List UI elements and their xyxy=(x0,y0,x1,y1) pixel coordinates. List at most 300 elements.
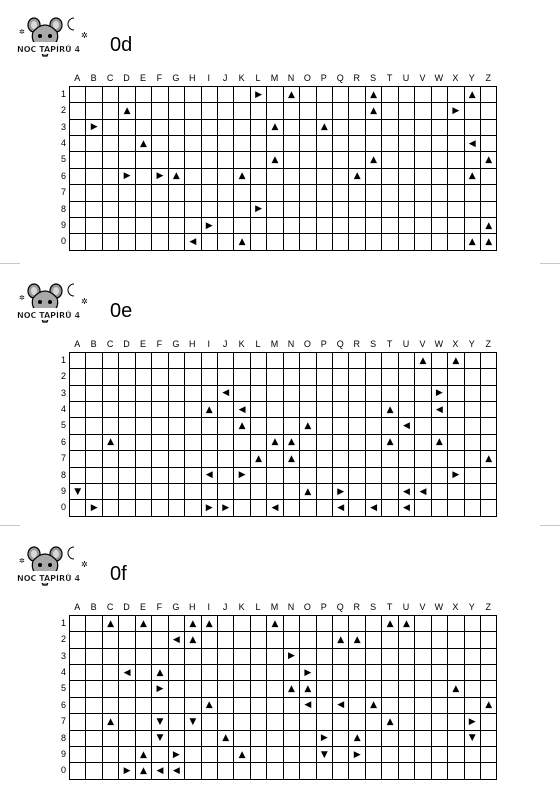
grid-cell[interactable] xyxy=(415,418,431,434)
grid-cell[interactable] xyxy=(398,434,414,450)
grid-cell[interactable] xyxy=(267,185,283,201)
grid-cell[interactable] xyxy=(349,353,365,369)
grid-cell[interactable] xyxy=(201,483,217,499)
grid-cell[interactable] xyxy=(250,500,266,516)
grid-cell[interactable] xyxy=(102,402,118,418)
grid-cell[interactable] xyxy=(86,697,102,713)
grid-cell[interactable] xyxy=(152,418,168,434)
grid-cell[interactable] xyxy=(333,234,349,250)
grid-cell[interactable] xyxy=(135,665,151,681)
grid-cell[interactable] xyxy=(365,500,381,516)
grid-cell[interactable] xyxy=(135,87,151,103)
grid-cell[interactable] xyxy=(316,369,332,385)
grid-cell[interactable] xyxy=(300,103,316,119)
grid-cell[interactable] xyxy=(398,632,414,648)
grid-cell[interactable] xyxy=(70,746,86,762)
grid-cell[interactable] xyxy=(349,402,365,418)
grid-cell[interactable] xyxy=(234,402,250,418)
grid-cell[interactable] xyxy=(102,746,118,762)
grid-cell[interactable] xyxy=(415,353,431,369)
grid-cell[interactable] xyxy=(464,648,480,664)
grid-cell[interactable] xyxy=(135,234,151,250)
grid-cell[interactable] xyxy=(250,201,266,217)
grid-cell[interactable] xyxy=(152,234,168,250)
grid-cell[interactable] xyxy=(333,119,349,135)
grid-cell[interactable] xyxy=(448,201,464,217)
grid-cell[interactable] xyxy=(119,730,135,746)
grid-cell[interactable] xyxy=(70,234,86,250)
grid-cell[interactable] xyxy=(234,632,250,648)
grid-cell[interactable] xyxy=(283,434,299,450)
grid-cell[interactable] xyxy=(448,483,464,499)
grid-cell[interactable] xyxy=(168,730,184,746)
grid-cell[interactable] xyxy=(168,87,184,103)
grid-cell[interactable] xyxy=(250,451,266,467)
grid-cell[interactable] xyxy=(398,451,414,467)
grid-cell[interactable] xyxy=(431,681,447,697)
grid-cell[interactable] xyxy=(267,217,283,233)
grid-cell[interactable] xyxy=(464,103,480,119)
grid-cell[interactable] xyxy=(316,616,332,632)
grid-cell[interactable] xyxy=(250,385,266,401)
grid-cell[interactable] xyxy=(300,234,316,250)
grid-cell[interactable] xyxy=(119,217,135,233)
grid-cell[interactable] xyxy=(464,168,480,184)
grid-cell[interactable] xyxy=(152,103,168,119)
grid-cell[interactable] xyxy=(135,483,151,499)
grid-cell[interactable] xyxy=(431,152,447,168)
grid-cell[interactable] xyxy=(398,730,414,746)
grid-cell[interactable] xyxy=(365,434,381,450)
grid-cell[interactable] xyxy=(70,385,86,401)
grid-cell[interactable] xyxy=(316,697,332,713)
grid-cell[interactable] xyxy=(415,434,431,450)
grid-cell[interactable] xyxy=(464,152,480,168)
grid-cell[interactable] xyxy=(267,730,283,746)
grid-cell[interactable] xyxy=(431,500,447,516)
grid-cell[interactable] xyxy=(217,136,233,152)
grid-cell[interactable] xyxy=(86,217,102,233)
grid-cell[interactable] xyxy=(102,136,118,152)
grid-cell[interactable] xyxy=(217,87,233,103)
grid-cell[interactable] xyxy=(234,434,250,450)
grid-cell[interactable] xyxy=(300,369,316,385)
grid-cell[interactable] xyxy=(217,119,233,135)
grid-cell[interactable] xyxy=(398,483,414,499)
grid-cell[interactable] xyxy=(135,500,151,516)
grid-cell[interactable] xyxy=(349,217,365,233)
grid-cell[interactable] xyxy=(349,136,365,152)
grid-cell[interactable] xyxy=(217,730,233,746)
grid-cell[interactable] xyxy=(398,217,414,233)
grid-cell[interactable] xyxy=(349,616,365,632)
grid-cell[interactable] xyxy=(217,467,233,483)
grid-cell[interactable] xyxy=(464,632,480,648)
grid-cell[interactable] xyxy=(70,119,86,135)
grid-cell[interactable] xyxy=(217,402,233,418)
grid-cell[interactable] xyxy=(382,136,398,152)
grid-cell[interactable] xyxy=(415,402,431,418)
grid-cell[interactable] xyxy=(349,483,365,499)
grid-cell[interactable] xyxy=(185,467,201,483)
grid-cell[interactable] xyxy=(448,648,464,664)
grid-cell[interactable] xyxy=(382,185,398,201)
grid-cell[interactable] xyxy=(283,369,299,385)
grid-cell[interactable] xyxy=(250,632,266,648)
grid-cell[interactable] xyxy=(201,185,217,201)
grid-cell[interactable] xyxy=(234,730,250,746)
grid-cell[interactable] xyxy=(431,353,447,369)
grid-cell[interactable] xyxy=(102,119,118,135)
grid-cell[interactable] xyxy=(152,730,168,746)
grid-cell[interactable] xyxy=(349,87,365,103)
grid-cell[interactable] xyxy=(234,168,250,184)
grid-cell[interactable] xyxy=(300,385,316,401)
grid-cell[interactable] xyxy=(480,152,496,168)
grid-cell[interactable] xyxy=(217,632,233,648)
grid-cell[interactable] xyxy=(300,632,316,648)
grid-cell[interactable] xyxy=(250,730,266,746)
grid-cell[interactable] xyxy=(333,763,349,779)
grid-cell[interactable] xyxy=(365,385,381,401)
grid-cell[interactable] xyxy=(415,185,431,201)
grid-cell[interactable] xyxy=(217,217,233,233)
grid-cell[interactable] xyxy=(431,665,447,681)
grid-cell[interactable] xyxy=(382,385,398,401)
grid-cell[interactable] xyxy=(283,201,299,217)
grid-cell[interactable] xyxy=(185,152,201,168)
grid-cell[interactable] xyxy=(201,353,217,369)
grid-cell[interactable] xyxy=(135,681,151,697)
grid-cell[interactable] xyxy=(250,665,266,681)
grid-cell[interactable] xyxy=(152,451,168,467)
grid-cell[interactable] xyxy=(316,87,332,103)
grid-cell[interactable] xyxy=(135,434,151,450)
grid-cell[interactable] xyxy=(168,353,184,369)
grid-cell[interactable] xyxy=(86,418,102,434)
grid-cell[interactable] xyxy=(86,353,102,369)
grid-cell[interactable] xyxy=(480,201,496,217)
grid-cell[interactable] xyxy=(201,402,217,418)
grid-cell[interactable] xyxy=(349,632,365,648)
grid-cell[interactable] xyxy=(448,103,464,119)
grid-cell[interactable] xyxy=(86,185,102,201)
grid-cell[interactable] xyxy=(415,681,431,697)
grid-cell[interactable] xyxy=(234,616,250,632)
grid-cell[interactable] xyxy=(70,632,86,648)
grid-cell[interactable] xyxy=(316,119,332,135)
grid-cell[interactable] xyxy=(316,714,332,730)
grid-cell[interactable] xyxy=(119,648,135,664)
grid-cell[interactable] xyxy=(464,665,480,681)
grid-cell[interactable] xyxy=(102,434,118,450)
grid-cell[interactable] xyxy=(398,746,414,762)
grid-cell[interactable] xyxy=(316,185,332,201)
grid-cell[interactable] xyxy=(234,483,250,499)
grid-cell[interactable] xyxy=(250,185,266,201)
grid-cell[interactable] xyxy=(480,353,496,369)
grid-cell[interactable] xyxy=(234,763,250,779)
grid-cell[interactable] xyxy=(70,103,86,119)
grid-cell[interactable] xyxy=(86,369,102,385)
grid-cell[interactable] xyxy=(415,136,431,152)
grid-cell[interactable] xyxy=(283,217,299,233)
grid-cell[interactable] xyxy=(135,168,151,184)
grid-cell[interactable] xyxy=(349,168,365,184)
grid-cell[interactable] xyxy=(185,500,201,516)
grid-cell[interactable] xyxy=(70,136,86,152)
grid-cell[interactable] xyxy=(168,434,184,450)
grid-cell[interactable] xyxy=(267,665,283,681)
grid-cell[interactable] xyxy=(300,483,316,499)
grid-cell[interactable] xyxy=(464,697,480,713)
grid-cell[interactable] xyxy=(464,136,480,152)
grid-cell[interactable] xyxy=(431,632,447,648)
grid-cell[interactable] xyxy=(201,234,217,250)
grid-cell[interactable] xyxy=(234,681,250,697)
grid-cell[interactable] xyxy=(480,168,496,184)
grid-cell[interactable] xyxy=(250,434,266,450)
grid-cell[interactable] xyxy=(365,152,381,168)
grid-cell[interactable] xyxy=(217,483,233,499)
grid-cell[interactable] xyxy=(119,402,135,418)
grid-cell[interactable] xyxy=(349,434,365,450)
grid-cell[interactable] xyxy=(448,136,464,152)
grid-cell[interactable] xyxy=(431,234,447,250)
grid-cell[interactable] xyxy=(267,697,283,713)
grid-cell[interactable] xyxy=(300,697,316,713)
grid-cell[interactable] xyxy=(152,714,168,730)
grid-cell[interactable] xyxy=(431,119,447,135)
grid-cell[interactable] xyxy=(152,353,168,369)
grid-cell[interactable] xyxy=(217,665,233,681)
grid-cell[interactable] xyxy=(119,500,135,516)
grid-cell[interactable] xyxy=(480,217,496,233)
grid-cell[interactable] xyxy=(415,483,431,499)
grid-cell[interactable] xyxy=(201,385,217,401)
grid-cell[interactable] xyxy=(464,451,480,467)
grid-cell[interactable] xyxy=(300,616,316,632)
grid-cell[interactable] xyxy=(201,451,217,467)
grid-cell[interactable] xyxy=(382,681,398,697)
grid-cell[interactable] xyxy=(119,353,135,369)
grid-cell[interactable] xyxy=(119,714,135,730)
grid-cell[interactable] xyxy=(333,418,349,434)
grid-cell[interactable] xyxy=(283,87,299,103)
grid-cell[interactable] xyxy=(102,730,118,746)
grid-cell[interactable] xyxy=(217,714,233,730)
grid-cell[interactable] xyxy=(119,103,135,119)
grid-cell[interactable] xyxy=(448,730,464,746)
grid-cell[interactable] xyxy=(217,500,233,516)
grid-cell[interactable] xyxy=(250,714,266,730)
grid-cell[interactable] xyxy=(86,681,102,697)
grid-cell[interactable] xyxy=(152,616,168,632)
grid-cell[interactable] xyxy=(234,369,250,385)
grid-cell[interactable] xyxy=(480,697,496,713)
grid-cell[interactable] xyxy=(185,185,201,201)
grid-cell[interactable] xyxy=(267,500,283,516)
grid-cell[interactable] xyxy=(135,648,151,664)
grid-cell[interactable] xyxy=(234,451,250,467)
grid-cell[interactable] xyxy=(185,483,201,499)
grid-cell[interactable] xyxy=(464,500,480,516)
grid-cell[interactable] xyxy=(217,418,233,434)
grid-cell[interactable] xyxy=(185,665,201,681)
grid-cell[interactable] xyxy=(283,697,299,713)
grid-cell[interactable] xyxy=(382,467,398,483)
grid-cell[interactable] xyxy=(86,402,102,418)
grid-cell[interactable] xyxy=(300,763,316,779)
grid-cell[interactable] xyxy=(250,418,266,434)
grid-cell[interactable] xyxy=(480,763,496,779)
grid-cell[interactable] xyxy=(316,418,332,434)
grid-cell[interactable] xyxy=(333,665,349,681)
grid-cell[interactable] xyxy=(168,746,184,762)
grid-cell[interactable] xyxy=(135,185,151,201)
grid-cell[interactable] xyxy=(86,87,102,103)
grid-cell[interactable] xyxy=(234,185,250,201)
grid-cell[interactable] xyxy=(234,648,250,664)
grid-cell[interactable] xyxy=(234,234,250,250)
grid-cell[interactable] xyxy=(168,168,184,184)
grid-cell[interactable] xyxy=(201,119,217,135)
grid-cell[interactable] xyxy=(168,185,184,201)
grid-cell[interactable] xyxy=(365,369,381,385)
grid-cell[interactable] xyxy=(415,648,431,664)
grid-cell[interactable] xyxy=(316,234,332,250)
grid-cell[interactable] xyxy=(464,616,480,632)
grid-cell[interactable] xyxy=(365,201,381,217)
grid-cell[interactable] xyxy=(70,185,86,201)
grid-cell[interactable] xyxy=(70,616,86,632)
grid-cell[interactable] xyxy=(201,217,217,233)
grid-cell[interactable] xyxy=(70,483,86,499)
grid-cell[interactable] xyxy=(480,369,496,385)
grid-cell[interactable] xyxy=(168,632,184,648)
grid-cell[interactable] xyxy=(86,385,102,401)
grid-cell[interactable] xyxy=(267,483,283,499)
grid-cell[interactable] xyxy=(300,451,316,467)
grid-cell[interactable] xyxy=(415,746,431,762)
grid-cell[interactable] xyxy=(267,119,283,135)
grid-cell[interactable] xyxy=(70,353,86,369)
grid-cell[interactable] xyxy=(185,434,201,450)
grid-cell[interactable] xyxy=(431,616,447,632)
grid-cell[interactable] xyxy=(464,119,480,135)
grid-cell[interactable] xyxy=(86,746,102,762)
grid-cell[interactable] xyxy=(119,234,135,250)
grid-cell[interactable] xyxy=(185,616,201,632)
grid-cell[interactable] xyxy=(464,714,480,730)
grid-cell[interactable] xyxy=(119,185,135,201)
grid-cell[interactable] xyxy=(267,201,283,217)
grid-cell[interactable] xyxy=(135,714,151,730)
grid-cell[interactable] xyxy=(382,119,398,135)
grid-cell[interactable] xyxy=(382,402,398,418)
grid-cell[interactable] xyxy=(185,353,201,369)
grid-cell[interactable] xyxy=(382,763,398,779)
grid-cell[interactable] xyxy=(119,665,135,681)
grid-cell[interactable] xyxy=(283,665,299,681)
grid-cell[interactable] xyxy=(119,616,135,632)
grid-cell[interactable] xyxy=(168,402,184,418)
grid-cell[interactable] xyxy=(86,168,102,184)
grid-cell[interactable] xyxy=(152,385,168,401)
grid-cell[interactable] xyxy=(398,234,414,250)
grid-cell[interactable] xyxy=(185,385,201,401)
grid-cell[interactable] xyxy=(480,616,496,632)
grid-cell[interactable] xyxy=(185,730,201,746)
grid-cell[interactable] xyxy=(349,648,365,664)
grid-cell[interactable] xyxy=(431,87,447,103)
grid-cell[interactable] xyxy=(135,632,151,648)
grid-cell[interactable] xyxy=(168,385,184,401)
grid-cell[interactable] xyxy=(316,632,332,648)
grid-cell[interactable] xyxy=(152,632,168,648)
grid-cell[interactable] xyxy=(333,730,349,746)
grid-cell[interactable] xyxy=(152,168,168,184)
grid-cell[interactable] xyxy=(250,681,266,697)
grid-cell[interactable] xyxy=(201,152,217,168)
grid-cell[interactable] xyxy=(267,152,283,168)
grid-cell[interactable] xyxy=(349,763,365,779)
grid-cell[interactable] xyxy=(480,681,496,697)
grid-cell[interactable] xyxy=(152,152,168,168)
grid-cell[interactable] xyxy=(152,402,168,418)
grid-cell[interactable] xyxy=(185,648,201,664)
grid-cell[interactable] xyxy=(70,451,86,467)
grid-cell[interactable] xyxy=(415,119,431,135)
grid-cell[interactable] xyxy=(316,665,332,681)
grid-cell[interactable] xyxy=(415,87,431,103)
grid-cell[interactable] xyxy=(234,714,250,730)
grid-cell[interactable] xyxy=(365,730,381,746)
grid-cell[interactable] xyxy=(464,185,480,201)
grid-cell[interactable] xyxy=(119,763,135,779)
grid-cell[interactable] xyxy=(480,714,496,730)
grid-cell[interactable] xyxy=(267,763,283,779)
grid-cell[interactable] xyxy=(168,681,184,697)
grid-cell[interactable] xyxy=(448,681,464,697)
grid-cell[interactable] xyxy=(201,714,217,730)
grid-cell[interactable] xyxy=(316,500,332,516)
grid-cell[interactable] xyxy=(431,385,447,401)
grid-cell[interactable] xyxy=(382,152,398,168)
grid-cell[interactable] xyxy=(267,136,283,152)
grid-cell[interactable] xyxy=(300,168,316,184)
grid-cell[interactable] xyxy=(201,467,217,483)
grid-cell[interactable] xyxy=(431,434,447,450)
grid-cell[interactable] xyxy=(365,103,381,119)
grid-cell[interactable] xyxy=(480,632,496,648)
grid-cell[interactable] xyxy=(464,217,480,233)
grid-cell[interactable] xyxy=(201,103,217,119)
grid-cell[interactable] xyxy=(448,402,464,418)
grid-cell[interactable] xyxy=(152,136,168,152)
grid-cell[interactable] xyxy=(333,152,349,168)
grid-cell[interactable] xyxy=(464,763,480,779)
grid-cell[interactable] xyxy=(382,697,398,713)
grid-cell[interactable] xyxy=(185,763,201,779)
grid-cell[interactable] xyxy=(152,681,168,697)
grid-cell[interactable] xyxy=(464,746,480,762)
grid-cell[interactable] xyxy=(250,648,266,664)
grid-cell[interactable] xyxy=(316,402,332,418)
grid-cell[interactable] xyxy=(135,217,151,233)
grid-cell[interactable] xyxy=(217,746,233,762)
grid-cell[interactable] xyxy=(398,152,414,168)
